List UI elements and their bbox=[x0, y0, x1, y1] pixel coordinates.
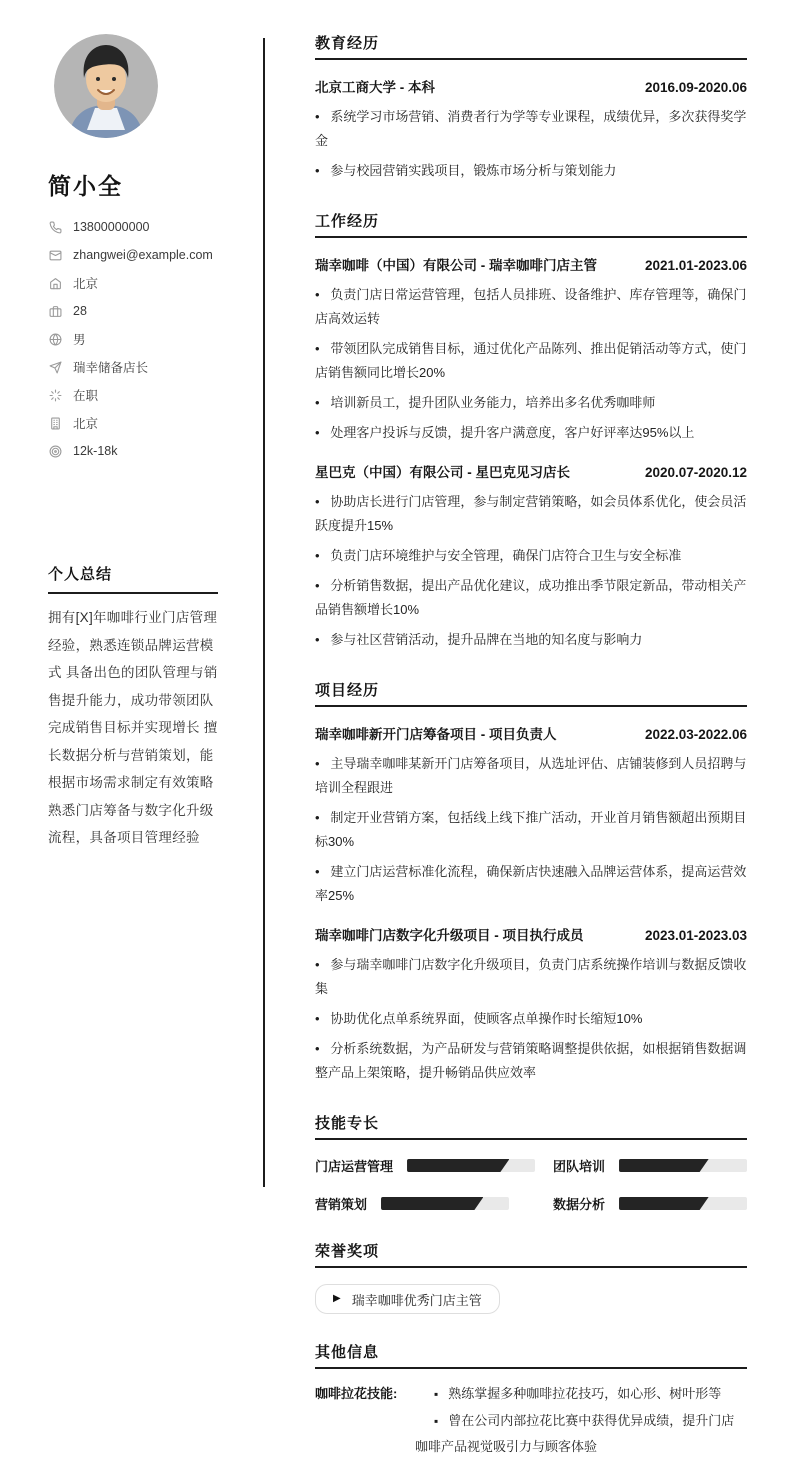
entry-header bbox=[315, 76, 747, 96]
entry-date: 2023.01-2023.03 bbox=[644, 928, 748, 943]
bullet: • 参与社区营销活动，提升品牌在当地的知名度与影响力 bbox=[315, 628, 747, 652]
home-icon bbox=[48, 276, 62, 290]
contact-salary bbox=[48, 437, 218, 465]
bullet: ▪ 熟练掌握多种咖啡拉花技巧，如心形、树叶形等 bbox=[415, 1381, 747, 1407]
personal-summary-text: 拥有[X]年咖啡行业门店管理经验，熟悉连锁品牌运营模式 具备出色的团队管理与销售提升能力，成功带领团队完成销售目标并实现增长 擅长数据分析与营销策划，能根据市场需求制定有效策略 熟悉门店筹备与数字化升级流程，具备项目管理经验 bbox=[48, 610, 218, 845]
entry-date: 2020.07-2020.12 bbox=[644, 465, 748, 480]
avatar bbox=[54, 34, 158, 138]
entry-header bbox=[315, 461, 747, 481]
bullet: • 负责门店环境维护与安全管理，确保门店符合卫生与安全标准 bbox=[315, 544, 747, 568]
skill-item bbox=[553, 1194, 747, 1213]
skill-bar bbox=[619, 1197, 747, 1210]
other-info-bullets bbox=[415, 1381, 747, 1460]
contact-phone bbox=[48, 213, 218, 241]
contact-phone-value: 13800000000 bbox=[73, 220, 150, 234]
section-skills bbox=[315, 1112, 747, 1213]
contact-salary-value: 12k-18k bbox=[73, 444, 118, 458]
project-name: 瑞幸咖啡门店数字化升级项目 - 项目执行成员 bbox=[315, 928, 584, 943]
work-title: 工作经历 bbox=[315, 210, 747, 238]
other-info-label: 咖啡拉花技能: bbox=[315, 1386, 398, 1401]
bullet: • 参与瑞幸咖啡门店数字化升级项目，负责门店系统操作培训与数据反馈收集 bbox=[315, 953, 747, 1001]
entry-date: 2021.01-2023.06 bbox=[644, 258, 748, 273]
contact-target-position-value: 瑞幸储备店长 bbox=[73, 361, 149, 375]
entry-header bbox=[315, 723, 747, 743]
skills-grid bbox=[315, 1156, 747, 1213]
other-info-title: 其他信息 bbox=[315, 1341, 747, 1369]
skill-label: 门店运营管理 bbox=[315, 1159, 394, 1174]
play-icon: ▶ bbox=[333, 1293, 341, 1304]
section-other-info bbox=[315, 1341, 747, 1460]
bullet: • 协助优化点单系统界面，使顾客点单操作时长缩短10% bbox=[315, 1007, 747, 1031]
entry-header bbox=[315, 924, 747, 944]
other-info-row bbox=[315, 1381, 747, 1460]
globe-icon bbox=[48, 332, 62, 346]
skill-bar-fill bbox=[381, 1197, 483, 1210]
skill-label: 营销策划 bbox=[315, 1197, 368, 1212]
contact-gender-value: 男 bbox=[73, 333, 86, 347]
education-entry bbox=[315, 76, 747, 183]
contact-list bbox=[48, 213, 218, 465]
bullet: • 分析系统数据，为产品研发与营销策略调整提供依据，如根据销售数据调整产品上架策略，提升畅销品供应效率 bbox=[315, 1037, 747, 1085]
column-divider bbox=[263, 38, 265, 1187]
contact-work-city bbox=[48, 409, 218, 437]
skill-label: 数据分析 bbox=[553, 1197, 606, 1212]
candidate-name: 简小全 bbox=[48, 173, 123, 199]
project-entry bbox=[315, 924, 747, 1085]
bullet: • 建立门店运营标准化流程，确保新店快速融入品牌运营体系，提高运营效率25% bbox=[315, 860, 747, 908]
bullet: • 主导瑞幸咖啡某新开门店筹备项目，从选址评估、店铺装修到人员招聘与培训全程跟进 bbox=[315, 752, 747, 800]
bullet: • 处理客户投诉与反馈，提升客户满意度，客户好评率达95%以上 bbox=[315, 421, 747, 445]
contact-city bbox=[48, 269, 218, 297]
skill-bar bbox=[407, 1159, 535, 1172]
entry-date: 2022.03-2022.06 bbox=[644, 727, 748, 742]
section-honors bbox=[315, 1240, 747, 1314]
briefcase-icon bbox=[48, 304, 62, 318]
bullet: • 带领团队完成销售目标，通过优化产品陈列、推出促销活动等方式，使门店销售额同比增长20% bbox=[315, 337, 747, 385]
school-name: 北京工商大学 - 本科 bbox=[315, 80, 435, 95]
contact-age-value: 28 bbox=[73, 304, 87, 318]
project-name: 瑞幸咖啡新开门店筹备项目 - 项目负责人 bbox=[315, 727, 557, 742]
section-personal-summary bbox=[48, 563, 218, 852]
skill-item bbox=[315, 1156, 535, 1175]
bullet: • 分析销售数据，提出产品优化建议，成功推出季节限定新品，带动相关产品销售额增长10% bbox=[315, 574, 747, 622]
honor-badge[interactable] bbox=[315, 1284, 500, 1314]
loader-icon bbox=[48, 388, 62, 402]
bullet: • 制定开业营销方案，包括线上线下推广活动，开业首月销售额超出预期目标30% bbox=[315, 806, 747, 854]
contact-job-status bbox=[48, 381, 218, 409]
bullet: • 参与校园营销实践项目，锻炼市场分析与策划能力 bbox=[315, 159, 747, 183]
honors-title: 荣誉奖项 bbox=[315, 1240, 747, 1268]
skill-item bbox=[553, 1156, 747, 1175]
skills-title: 技能专长 bbox=[315, 1112, 747, 1140]
entry-date: 2016.09-2020.06 bbox=[644, 80, 748, 95]
bullet: • 系统学习市场营销、消费者行为学等专业课程，成绩优异，多次获得奖学金 bbox=[315, 105, 747, 153]
bullet: • 协助店长进行门店管理，参与制定营销策略，如会员体系优化，使会员活跃度提升15% bbox=[315, 490, 747, 538]
company-name: 瑞幸咖啡（中国）有限公司 - 瑞幸咖啡门店主管 bbox=[315, 258, 597, 273]
section-education bbox=[315, 32, 747, 183]
work-entry bbox=[315, 461, 747, 652]
skill-item bbox=[315, 1194, 535, 1213]
section-projects bbox=[315, 679, 747, 1085]
company-name: 星巴克（中国）有限公司 - 星巴克见习店长 bbox=[315, 465, 570, 480]
contact-email bbox=[48, 241, 218, 269]
personal-summary-title: 个人总结 bbox=[48, 563, 218, 594]
target-icon bbox=[48, 444, 62, 458]
main-content bbox=[264, 0, 794, 1454]
bullet: ▪ 曾在公司内部拉花比赛中获得优异成绩，提升门店咖啡产品视觉吸引力与顾客体验 bbox=[415, 1408, 747, 1459]
contact-email-value: zhangwei@example.com bbox=[73, 248, 213, 262]
section-work bbox=[315, 210, 747, 652]
work-entry bbox=[315, 254, 747, 445]
skill-bar-fill bbox=[619, 1197, 709, 1210]
skill-bar-fill bbox=[619, 1159, 709, 1172]
skill-label: 团队培训 bbox=[553, 1159, 606, 1174]
contact-city-value: 北京 bbox=[73, 277, 99, 291]
bullet: • 培训新员工，提升团队业务能力，培养出多名优秀咖啡师 bbox=[315, 391, 747, 415]
skill-bar-fill bbox=[407, 1159, 509, 1172]
building-icon bbox=[48, 416, 62, 430]
sidebar bbox=[0, 0, 264, 1226]
skill-bar bbox=[619, 1159, 747, 1172]
mail-icon bbox=[48, 248, 62, 262]
send-icon bbox=[48, 360, 62, 374]
bullet: • 负责门店日常运营管理，包括人员排班、设备维护、库存管理等，确保门店高效运转 bbox=[315, 283, 747, 331]
contact-age bbox=[48, 297, 218, 325]
project-entry bbox=[315, 723, 747, 908]
honor-badge-label: 瑞幸咖啡优秀门店主管 bbox=[351, 1292, 482, 1308]
contact-work-city-value: 北京 bbox=[73, 417, 99, 431]
contact-job-status-value: 在职 bbox=[73, 389, 99, 403]
skill-bar bbox=[381, 1197, 509, 1210]
phone-icon bbox=[48, 220, 62, 234]
entry-header bbox=[315, 254, 747, 274]
education-title: 教育经历 bbox=[315, 32, 747, 60]
contact-gender bbox=[48, 325, 218, 353]
contact-target-position bbox=[48, 353, 218, 381]
projects-title: 项目经历 bbox=[315, 679, 747, 707]
avatar-photo-illustration bbox=[54, 34, 158, 138]
